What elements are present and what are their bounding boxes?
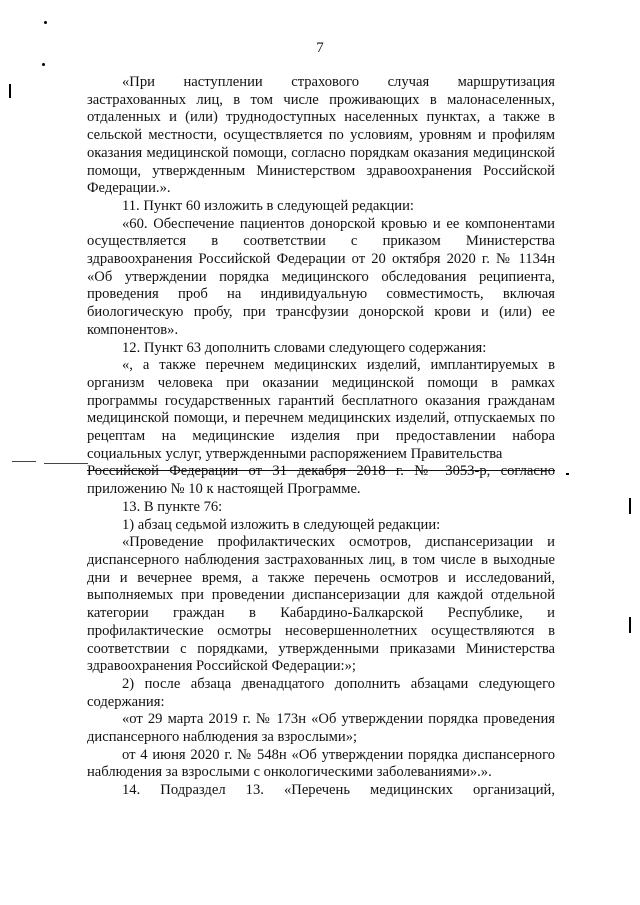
paragraph: 13. В пункте 76: [122, 498, 223, 515]
scan-dot [566, 473, 569, 475]
paragraph: приложению № 10 к настоящей Программе. [87, 481, 361, 498]
paragraph: «Проведение профилактических осмотров, диспансеризации и диспансерного наблюдения застрахованных лиц, в том числе в выходные дни и вечернее время, а также перечень осмотров и исследований, выполняемых при проведении диспансеризации для каждой отдельной категории граждан в Кабардино-Балкарской Республике, и профилактические осмотры несовершеннолетних осуществляются в соответствии с порядками, утвержденными приказами Министерства здравоохранения Российской Федерации:»; [87, 534, 555, 675]
scan-mark [629, 617, 631, 633]
paragraph: «, а также перечнем медицинских изделий, имплантируемых в организм человека при оказании медицинской помощи в рамках программы государственных гарантий бесплатного оказания гражданам медицинской помощи, и перечнем медицинских изделий, отпускаемых по рецептам на медицинские изделия при предоставлении набора социальных услуг, утвержденными распоряжением Правительства [87, 357, 555, 462]
paragraph: 2) после абзаца двенадцатого дополнить абзацами следующего содержания: [87, 675, 555, 710]
paragraph: 1) абзац седьмой изложить в следующей редакции: [122, 516, 441, 533]
paragraph: 12. Пункт 63 дополнить словами следующего содержания: [122, 339, 487, 356]
document-body [87, 74, 555, 800]
scan-dot [44, 21, 47, 24]
paragraph: «При наступлении страхового случая маршрутизация застрахованных лиц, в том числе проживающих в малонаселенных, отдаленных и (или) труднодоступных населенных пунктах, а также в сельской местности, осуществляется по условиям, уровням и профилям оказания медицинской помощи, согласно порядкам оказания медицинской помощи, утвержденным Министерством здравоохранения Российской Федерации.». [87, 74, 555, 197]
paragraph: 11. Пункт 60 изложить в следующей редакции: [122, 197, 414, 214]
scan-mark [9, 84, 11, 98]
scan-line [12, 461, 36, 462]
page-number: 7 [316, 40, 324, 56]
scan-mark [629, 498, 631, 514]
scan-line [44, 463, 88, 464]
paragraph: «от 29 марта 2019 г. № 173н «Об утверждении порядка проведения диспансерного наблюдения за взрослыми»; [87, 711, 555, 746]
paragraph: от 4 июня 2020 г. № 548н «Об утверждении порядка диспансерного наблюдения за взрослыми с онкологическими заболеваниями».». [87, 746, 555, 781]
paragraph-struck-line: Российской Федерации от 31 декабря 2018 г. № 3053-р, согласно [87, 463, 555, 480]
scan-dot [42, 63, 45, 66]
paragraph: «60. Обеспечение пациентов донорской кровью и ее компонентами осуществляется в соответствии с приказом Министерства здравоохранения Российской Федерации от 20 октября 2020 г. № 1134н «Об утверждении порядка медицинского обследования реципиента, проведения проб на индивидуальную совместимость, включая биологическую пробу, при трансфузии донорской крови и (или) ее компонентов». [87, 215, 555, 338]
paragraph: 14. Подраздел 13. «Перечень медицинских организаций, [122, 782, 555, 799]
